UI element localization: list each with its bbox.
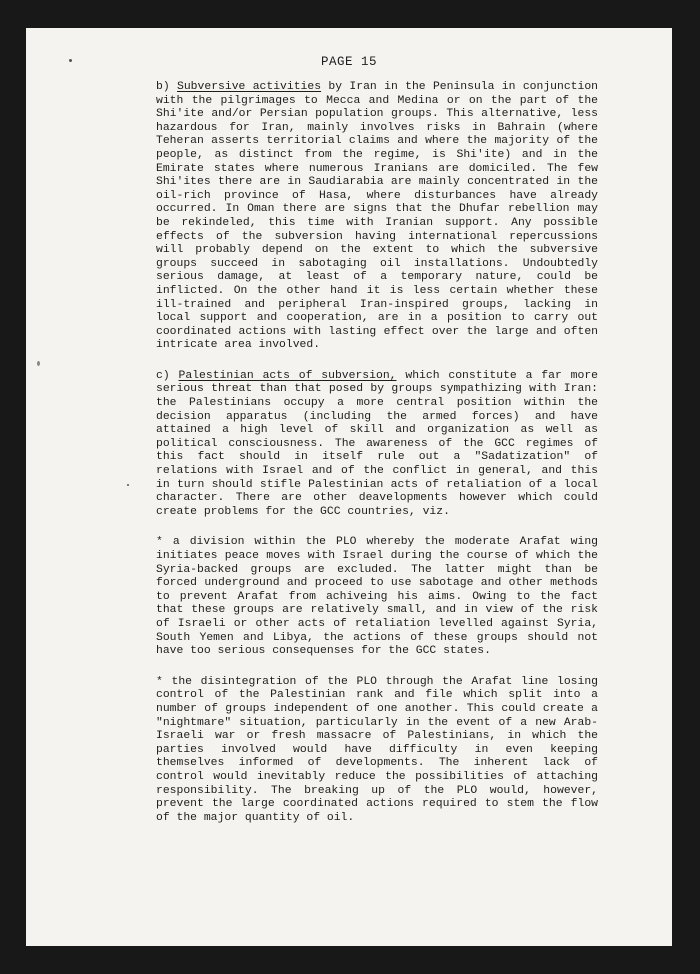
bullet-marker: * <box>156 675 163 688</box>
bullet-text: the disintegration of the PLO through the Arafat line losing control of the Palestinian rank and file which split into a number of groups independent of one another. This could create a "nightmare" situation, particularly in the event of a new Arab-Israeli war or fresh massacre of Palestinians, in which the parties involved would have difficulty in even keeping themselves informed of developments. The inherent lack of control would inevitably reduce the possibilities of attaching responsibility. The breaking up of the PLO would, however, prevent the large coordinated actions required to stem the flow of the major quantity of oil. <box>156 675 598 824</box>
paragraph-subversive-activities <box>156 81 598 353</box>
paragraph-text: which constitute a far more serious threat than that posed by groups sympathizing with Iran: the Palestinians occupy a more central position within the decision apparatus (including the armed forces) and have attained a high level of skill and organization as well as political consciousness. The awareness of the GCC regimes of this fact should in itself rule out a "Sadatization" of relations with Israel and of the conflict in general, and this in turn should stifle Palestinian acts of retaliation of a local character. There are other deavelopments however which could create problems for the GCC countries, viz. <box>156 369 598 518</box>
document-page <box>26 28 672 946</box>
scan-speck <box>37 361 40 366</box>
paragraph-heading: Subversive activities <box>177 81 322 93</box>
paragraph-heading: Palestinian acts of subversion, <box>178 369 397 382</box>
bullet-text: a division within the PLO whereby the moderate Arafat wing initiates peace moves with Israel during the course of which the Syria-backed groups are excluded. The latter might than be forced underground and proceed to use sabotage and other methods to prevent Arafat from achiveing his aims. Owing to the fact that these groups are relatively small, and in view of the risk of Israeli or other acts of retaliation levelled against Syria, South Yemen and Libya, the actions of these groups should not have too serious consequenses for the GCC states. <box>156 536 598 658</box>
item-prefix: b) <box>156 81 178 93</box>
item-prefix: c) <box>156 369 179 382</box>
scan-speck <box>127 484 129 486</box>
bullet-plo-division <box>156 536 598 658</box>
bullet-marker: * <box>156 536 163 549</box>
page-header: PAGE 15 <box>320 55 377 69</box>
paragraph-palestinian-subversion <box>156 370 598 520</box>
document-body <box>156 81 598 842</box>
paragraph-text: by Iran in the Peninsula in conjunction with the pilgrimages to Mecca and Medina or on the part of the Shi'ite and/or Persian population groups. This alternative, less hazardous for Iran, mainly involves risks in Bahrain (where Teheran asserts territorial claims and where the majority of the people, as distinct from the regime, is Shi'ite) and in the Emirate states where numerous Iranians are domiciled. The few Shi'ites there are in Saudiarabia are mainly concentrated in the oil-rich province of Hasa, where disturbances have already occurred. In Oman there are signs that the Dhufar rebellion may be rekindeled, this time with Iranian support. Any possible effects of the subversion having international repercussions will probably depend on the extent to which the subversive groups succeed in sabotaging oil installations. Undoubtedly serious damage, at least of a temporary nature, could be inflicted. On the other hand it is less certain whether these ill-trained and peripheral Iran-inspired groups, lacking in local support and cooperation, are in a position to carry out coordinated actions with lasting effect over the large and often intricate area involved. <box>156 81 599 352</box>
bullet-plo-disintegration <box>156 676 598 826</box>
scan-speck <box>69 59 72 62</box>
